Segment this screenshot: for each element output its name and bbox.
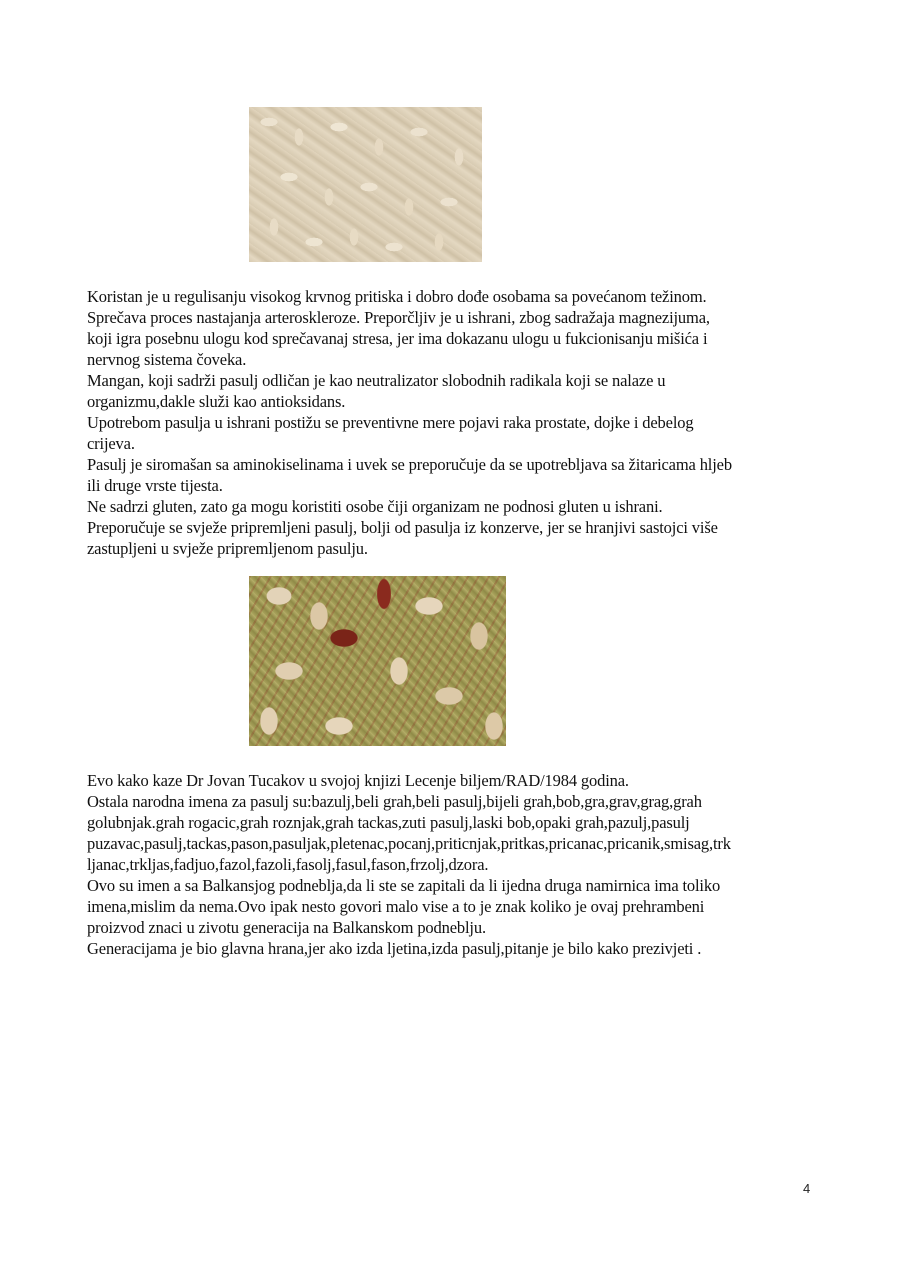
text-line: Upotrebom pasulja u ishrani postižu se preventivne mere pojavi raka prostate, dojke i debelog bbox=[87, 413, 694, 432]
text-line: ili druge vrste tijesta. bbox=[87, 476, 223, 495]
text-line: ljanac,trkljas,fadjuo,fazol,fazoli,fasolj,fasul,fason,frzolj,dzora. bbox=[87, 855, 489, 874]
text-line: Koristan je u regulisanju visokog krvnog pritiska i dobro dođe osobama sa povećanom težinom. bbox=[87, 287, 707, 306]
text-line: crijeva. bbox=[87, 434, 135, 453]
text-line: puzavac,pasulj,tackas,pason,pasuljak,pletenac,pocanj,priticnjak,pritkas,pricanac,pricanik,smisag,trk bbox=[87, 834, 731, 853]
text-line: nervnog sistema čoveka. bbox=[87, 350, 247, 369]
text-line: Preporučuje se svježe pripremljeni pasulj, bolji od pasulja iz konzerve, jer se hranjivi sastojci više bbox=[87, 518, 718, 537]
text-line: Ostala narodna imena za pasulj su:bazulj,beli grah,beli pasulj,bijeli grah,bob,gra,grav,grag,grah bbox=[87, 792, 702, 811]
text-line: imena,mislim da nema.Ovo ipak nesto govori malo vise a to je znak koliko je ovaj prehrambeni bbox=[87, 897, 705, 916]
text-line: Ne sadrzi gluten, zato ga mogu koristiti osobe čiji organizam ne podnosi gluten u ishrani. bbox=[87, 497, 663, 516]
text-line: Generacijama je bio glavna hrana,jer ako izda ljetina,izda pasulj,pitanje je bilo kako prezivjeti . bbox=[87, 939, 702, 958]
text-line: Mangan, koji sadrži pasulj odličan je kao neutralizator slobodnih radikala koji se nalaze u bbox=[87, 371, 666, 390]
text-line: Sprečava proces nastajanja arteroskleroze. Preporčljiv je u ishrani, zbog sadražaja magnezijuma, bbox=[87, 308, 710, 327]
text-line: koji igra posebnu ulogu kod sprečavanaj stresa, jer ima dokazanu ulogu u fukcionisanju mišića i bbox=[87, 329, 708, 348]
text-line: Evo kako kaze Dr Jovan Tucakov u svojoj knjizi Lecenje biljem/RAD/1984 godina. bbox=[87, 771, 629, 790]
white-beans-image bbox=[249, 107, 482, 262]
text-section-benefits bbox=[87, 286, 827, 559]
pinto-beans-image bbox=[249, 576, 506, 746]
text-line: Ovo su imen a sa Balkansjog podneblja,da li ste se zapitali da li ijedna druga namirnica ima toliko bbox=[87, 876, 721, 895]
text-line: organizmu,dakle služi kao antioksidans. bbox=[87, 392, 346, 411]
text-line: golubnjak.grah rogacic,grah roznjak,grah tackas,zuti pasulj,laski bob,opaki grah,pazulj,pasulj bbox=[87, 813, 690, 832]
text-line: proizvod znaci u zivotu generacija na Balkanskom podneblju. bbox=[87, 918, 486, 937]
text-line: Pasulj je siromašan sa aminokiselinama i uvek se preporučuje da se upotrebljava sa žitaricama hljeb bbox=[87, 455, 732, 474]
text-line: zastupljeni u svježe pripremljenom pasulju. bbox=[87, 539, 368, 558]
page-number: 4 bbox=[803, 1181, 811, 1196]
text-section-folk-names bbox=[87, 770, 827, 959]
